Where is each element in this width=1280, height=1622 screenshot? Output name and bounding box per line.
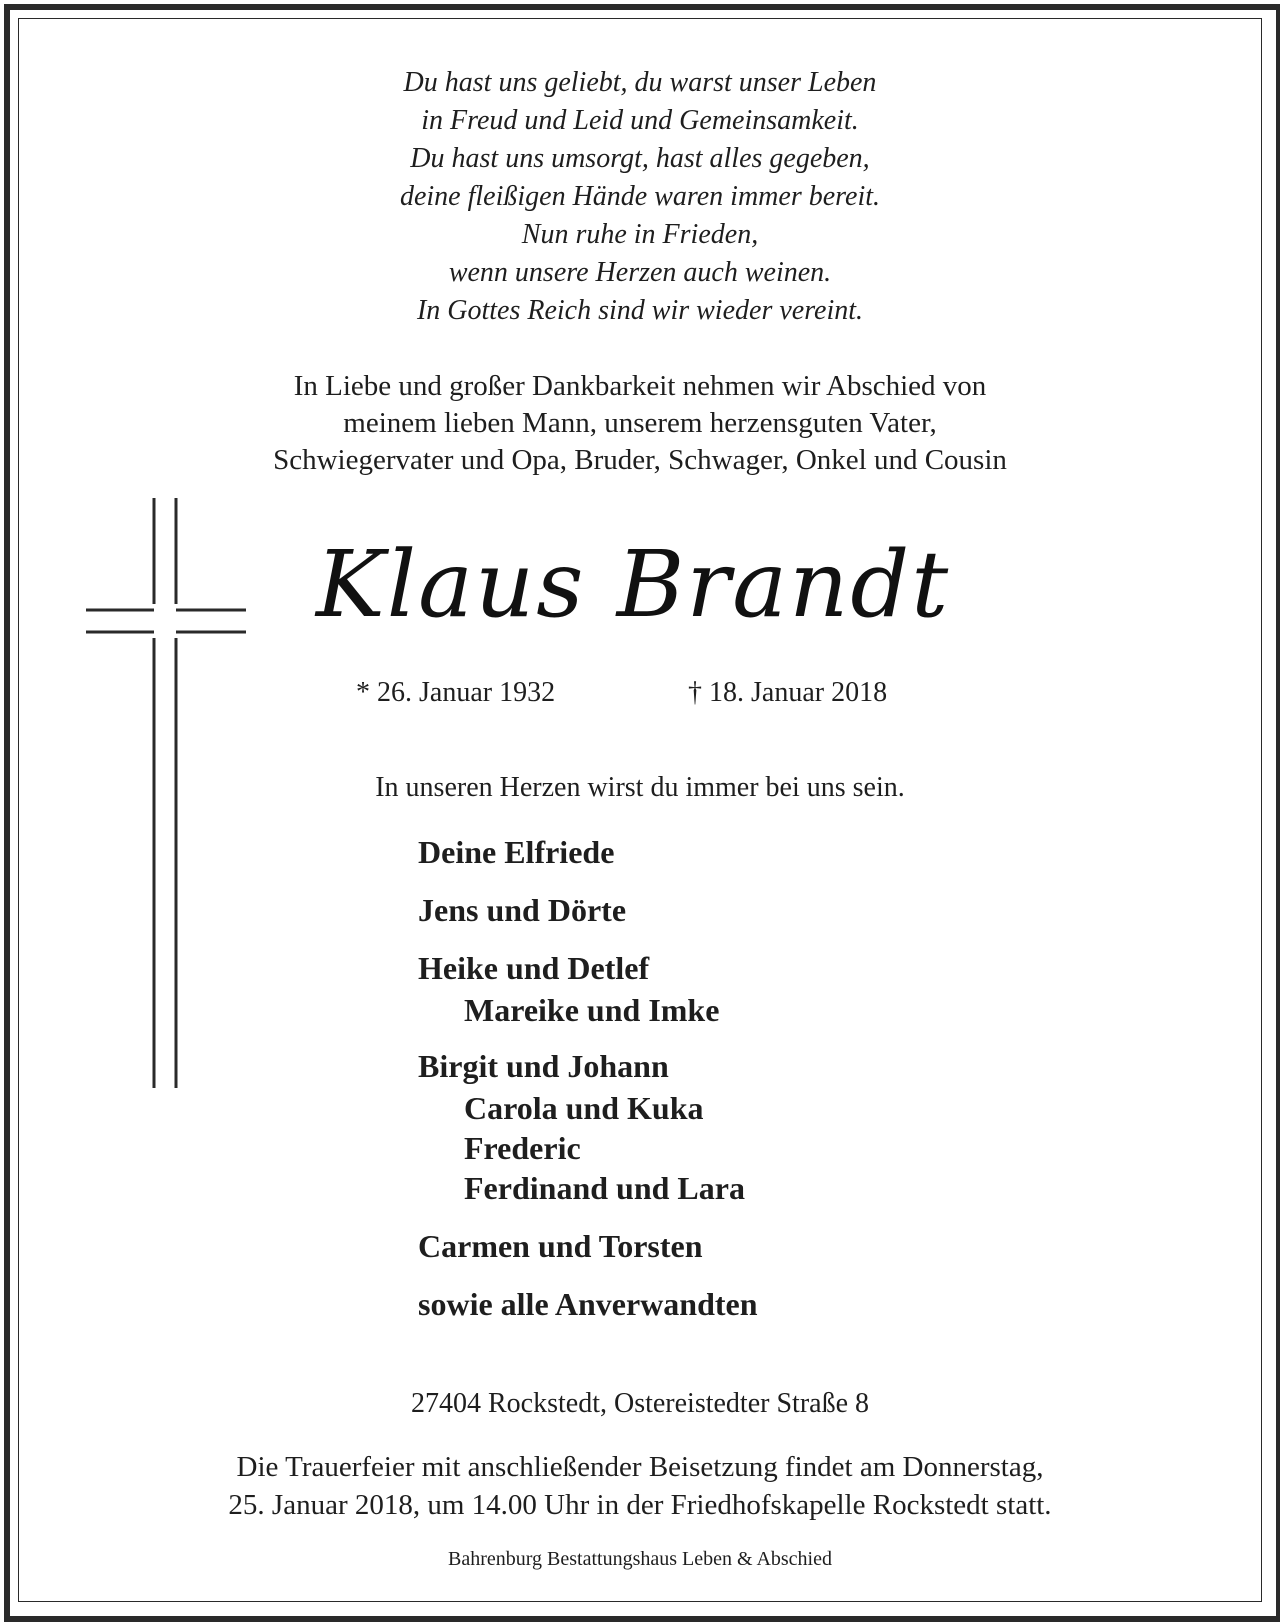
- family-member: Deine Elfriede: [418, 834, 615, 870]
- family-member: Carmen und Torsten: [418, 1228, 703, 1264]
- family-member: Jens und Dörte: [418, 892, 627, 928]
- poem-line: wenn unsere Herzen auch weinen.: [448, 257, 832, 288]
- family-member: Heike und Detlef: [418, 950, 650, 986]
- poem-line: Du hast uns umsorgt, hast alles gegeben,: [410, 143, 870, 174]
- poem-line: Du hast uns geliebt, du warst unser Leben: [403, 67, 877, 98]
- poem-line: deine fleißigen Hände waren immer bereit.: [399, 181, 881, 212]
- birth-date: * 26. Januar 1932: [356, 677, 556, 708]
- poem-line: Nun ruhe in Frieden,: [521, 219, 759, 250]
- poem: [0, 64, 1280, 330]
- ceremony-info: [0, 1448, 1280, 1524]
- family-member: sowie alle Anverwandten: [418, 1286, 758, 1322]
- family-member-child: Ferdinand und Lara: [464, 1170, 745, 1206]
- intro-line: In Liebe und großer Dankbarkeit nehmen wir Abschied von: [293, 370, 987, 402]
- family-member-child: Mareike und Imke: [464, 992, 720, 1028]
- intro-line: Schwiegervater und Opa, Bruder, Schwager, Onkel und Cousin: [273, 444, 1007, 476]
- family-member-child: Frederic: [464, 1130, 581, 1166]
- intro-line: meinem lieben Mann, unserem herzensguten Vater,: [343, 407, 937, 439]
- deceased-name: Klaus Brandt: [316, 531, 951, 638]
- ceremony-line: Die Trauerfeier mit anschließender Beisetzung findet am Donnerstag,: [236, 1451, 1044, 1483]
- address: 27404 Rockstedt, Ostereistedter Straße 8: [410, 1388, 869, 1419]
- funeral-home: Bahrenburg Bestattungshaus Leben & Abschied: [447, 1548, 832, 1570]
- death-date: † 18. Januar 2018: [688, 677, 888, 708]
- memorial-line: In unseren Herzen wirst du immer bei uns sein.: [375, 772, 905, 803]
- family-member-child: Carola und Kuka: [464, 1090, 704, 1126]
- farewell-intro: [0, 368, 1280, 479]
- poem-line: in Freud und Leid und Gemeinsamkeit.: [421, 105, 859, 136]
- poem-line: In Gottes Reich sind wir wieder vereint.: [416, 295, 864, 326]
- ceremony-line: 25. Januar 2018, um 14.00 Uhr in der Friedhofskapelle Rockstedt statt.: [228, 1489, 1052, 1521]
- family-member: Birgit und Johann: [418, 1048, 669, 1084]
